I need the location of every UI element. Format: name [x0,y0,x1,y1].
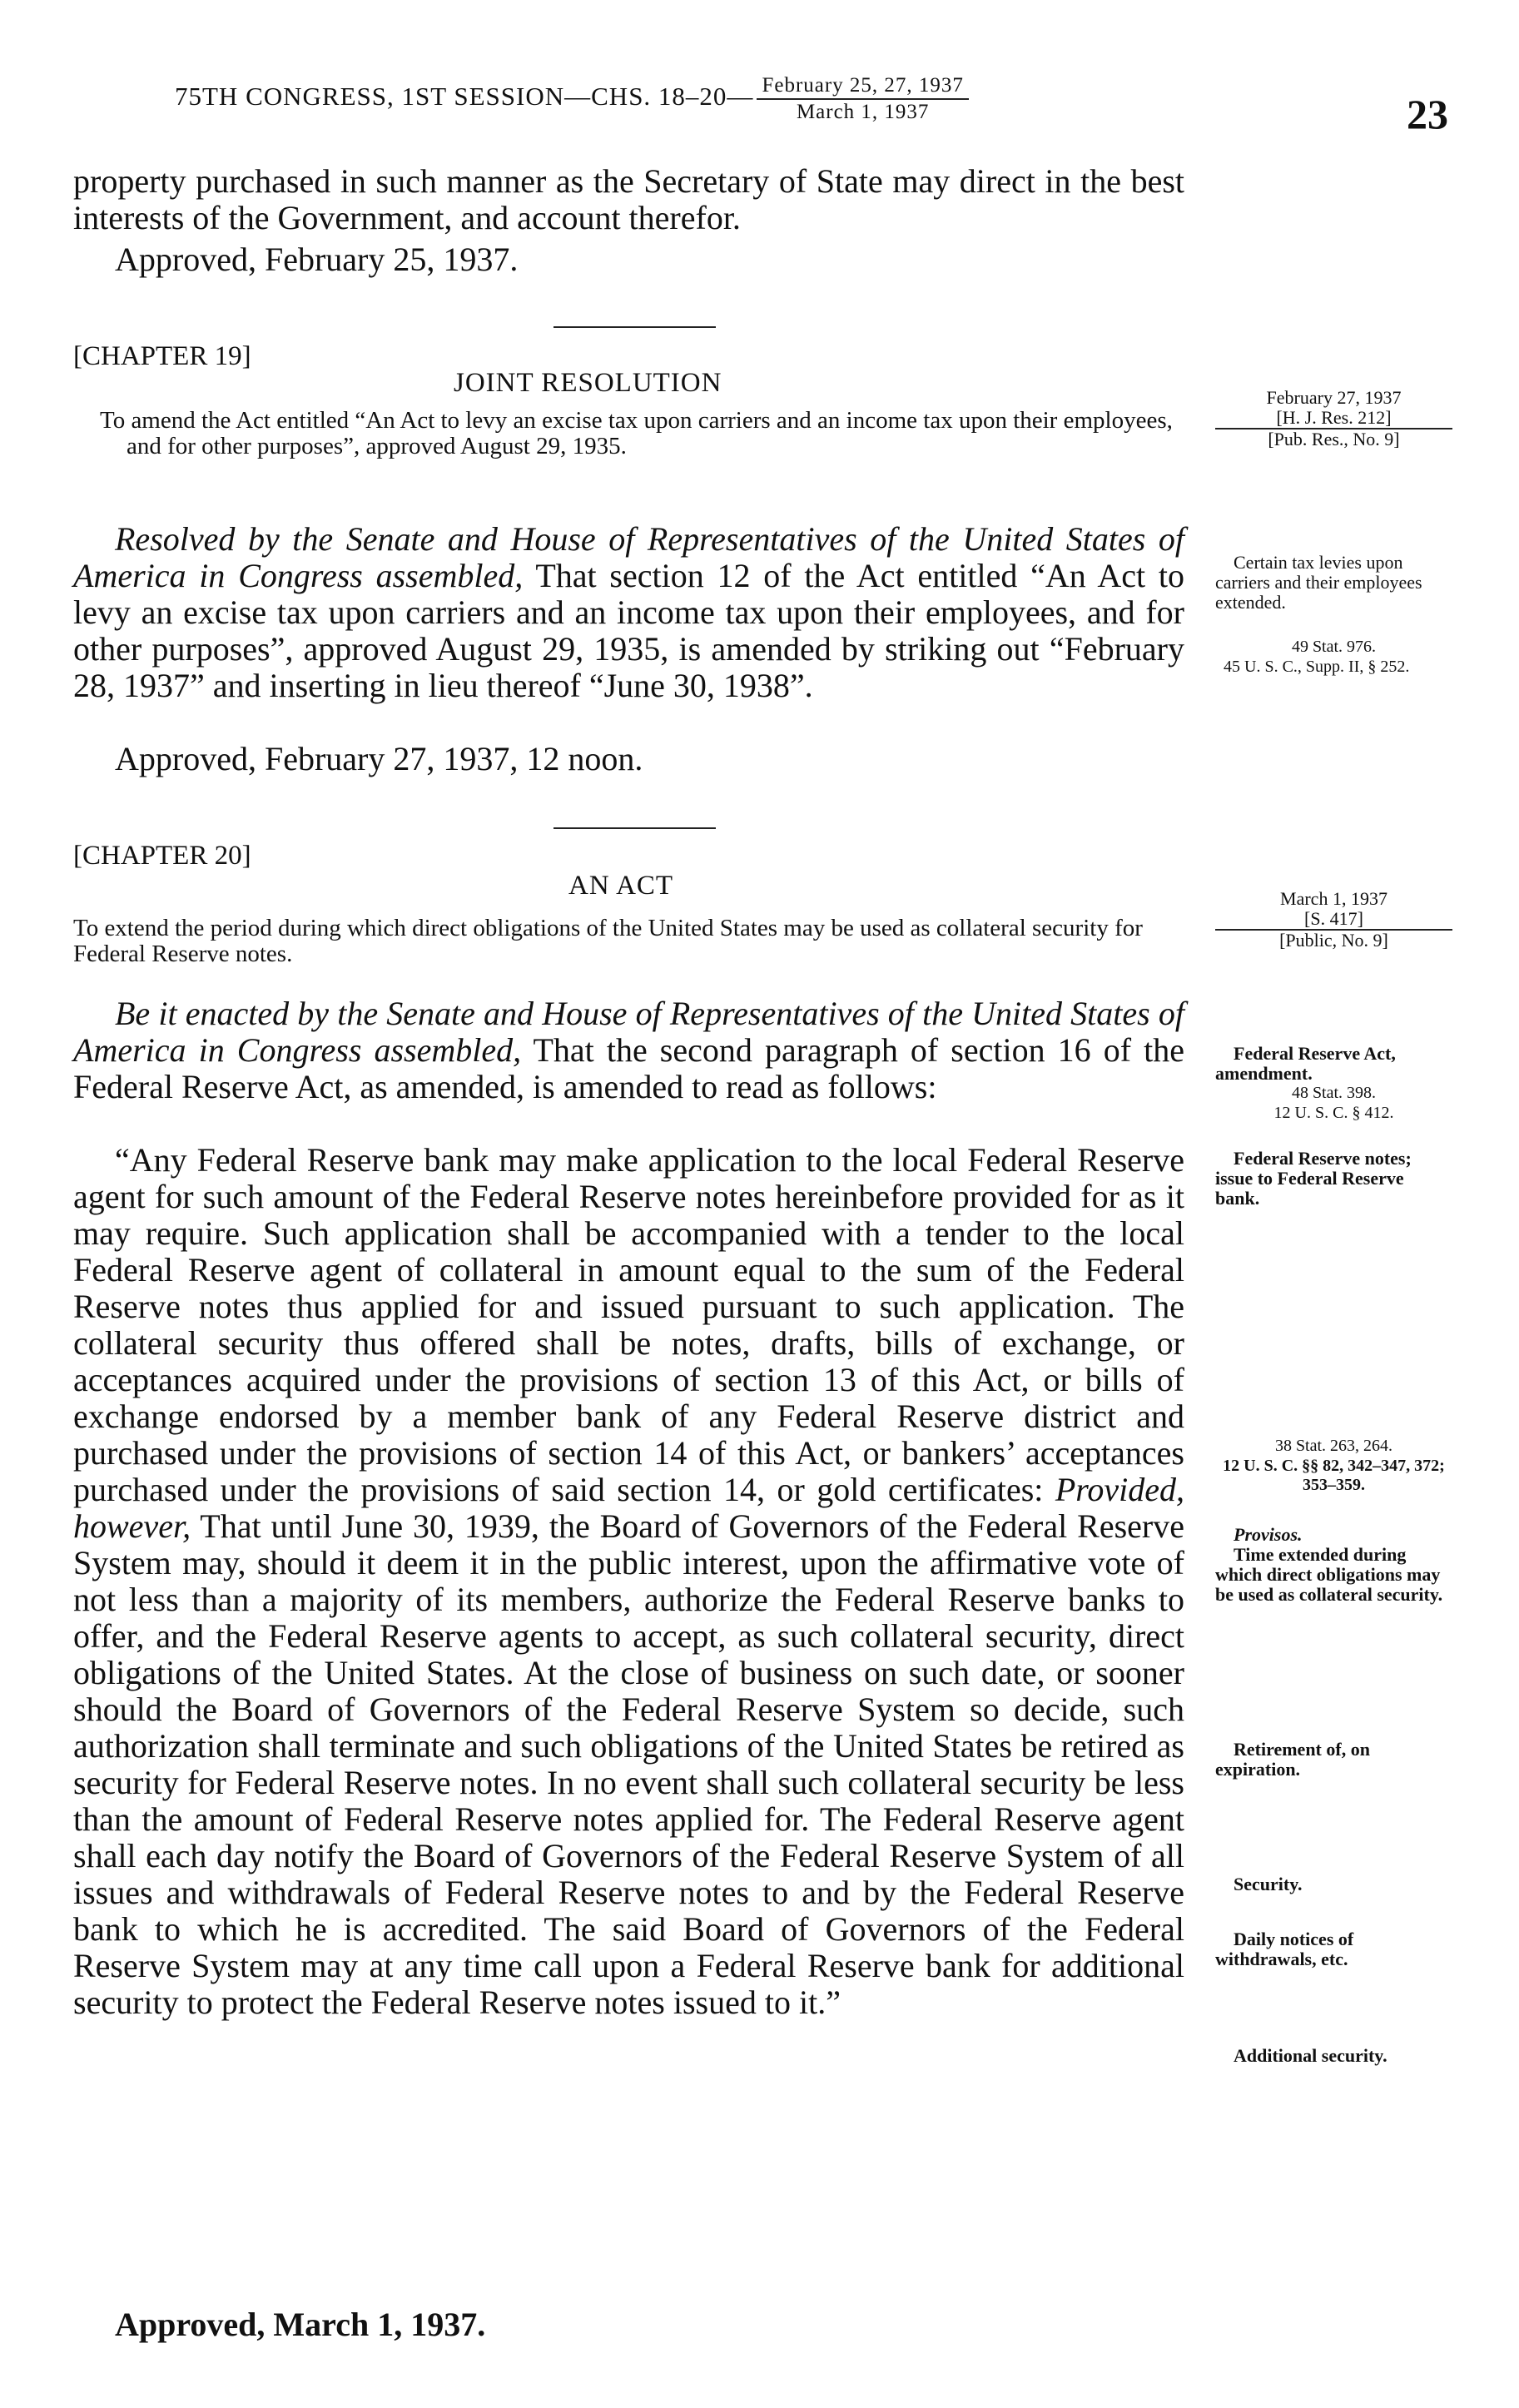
chapter-20-margin-citation [1215,889,1452,951]
margin-note-retirement: Retirement of, on expiration. [1215,1739,1370,1780]
margin-note-time-extended: Time extended during which direct obligations may be used as collateral security. [1215,1544,1443,1605]
chapter-20-quoted-section [73,1142,1184,2021]
section-divider [553,326,716,328]
margin-note-additional-security: Additional security. [1234,2045,1387,2066]
chapter-20-summary: To extend the period during which direct obligations of the United States may be used as collateral security for Federal Reserve notes. [73,915,1143,967]
chapter-20-act-type: AN ACT [568,871,674,901]
chapter-20-margin-bill: [S. 417] [1215,909,1452,931]
chapter-19-margin-ref-2: 45 U. S. C., Supp. II, § 252. [1224,658,1410,676]
header-date-numerator: February 25, 27, 1937 [757,73,969,100]
chapter-19-summary: To amend the Act entitled “An Act to levy an excise tax upon carriers and an income tax upon their employees, and for other purposes”, approved August 29, 1935. [100,407,1173,459]
header-date-denominator: March 1, 1937 [796,101,930,123]
chapter-19-margin-ref-1: 49 Stat. 976. [1291,638,1377,656]
chapter-19-margin-note: Certain tax levies upon carriers and their employees extended. [1215,552,1422,613]
chapter-20-margin-date: March 1, 1937 [1280,888,1387,909]
chapter-20-label: [CHAPTER 20] [73,841,251,871]
chapter-18-continuation: property purchased in such manner as the Secretary of State may direct in the best interests of the Government, and account therefor. [73,162,1184,236]
chapter-20-quoted-part-1: “Any Federal Reserve bank may make application to the local Federal Reserve agent for such amount of the Federal Reserve notes hereinbefore provided for as it may require. Such application shall be accompanied with a tender to the local Federal Reserve agent of collateral in amount equal to the sum of the Federal Reserve notes thus applied for and issued pursuant to such application. The collateral security thus offered shall be notes, drafts, bills of exchange, or acceptances acquired under the provisions of section 13 of this Act, or bills of exchange endorsed by a member bank of any Federal Reserve district and purchased under the provisions of section 14 of this Act, or bankers’ acceptances purchased under the provisions of said section 14, or gold certificates: [73,1141,1184,1508]
chapter-19-margin-citation [1215,388,1452,449]
chapter-19-body [73,521,1184,704]
chapter-20-margin-public-no: [Public, No. 9] [1279,930,1388,951]
chapter-19-margin-date: February 27, 1937 [1266,387,1402,408]
margin-note-security: Security. [1234,1874,1303,1894]
margin-ref-frb-2: 12 U. S. C. § 412. [1273,1104,1394,1122]
margin-note-frb-act: Federal Reserve Act, amendment. [1215,1043,1396,1084]
margin-ref-stat-1: 38 Stat. 263, 264. [1274,1437,1393,1455]
chapter-19-resolving-clause: Resolved by the Senate and House of Representatives of the United States of America in Congress assembled, [73,520,1184,594]
chapter-20-enacting-clause: Be it enacted by the Senate and House of Representatives of the United States of America in Congress assembled, [73,995,1184,1069]
running-title: 75TH CONGRESS, 1ST SESSION—CHS. 18–20— [175,82,754,112]
chapter-18-approved: Approved, February 25, 1937. [115,241,519,278]
chapter-19-label: [CHAPTER 19] [73,341,251,371]
chapter-20-enacting-body [73,995,1184,1105]
header-date-fraction [757,73,969,125]
chapter-19-approved: Approved, February 27, 1937, 12 noon. [115,740,643,777]
margin-note-notes-issue: Federal Reserve notes; issue to Federal Reserve bank. [1215,1148,1412,1209]
margin-note-daily-notices: Daily notices of withdrawals, etc. [1215,1929,1354,1969]
chapter-20-proviso-clause: Provided, however, [73,1471,1184,1545]
chapter-20-quoted-part-2: That until June 30, 1939, the Board of Governors of the Federal Reserve System may, should it deem it in the public interest, upon the affirmative vote of not less than a majority of its members, authorize the Federal Reserve banks to offer, and the Federal Reserve agents to accept, as such collateral security, direct obligations of the United States. At the close of business on such date, or sooner should the Board of Governors of the Federal Reserve System so decide, such authorization shall terminate and such obligations of the United States be retired as security for Federal Reserve notes. In no event shall such collateral security be less than the amount of Federal Reserve notes applied for. The Federal Reserve agent shall each day notify the Board of Governors of the Federal Reserve System of all issues and withdrawals of Federal Reserve notes to and by the Federal Reserve bank to which he is accredited. The said Board of Governors of the Federal Reserve System may at any time call upon a Federal Reserve bank for additional security to protect the Federal Reserve notes issued to it.” [73,1507,1184,2021]
margin-ref-frb-1: 48 Stat. 398. [1291,1084,1377,1102]
chapter-19-act-type: JOINT RESOLUTION [454,368,722,398]
margin-note-provisos: Provisos. [1234,1524,1303,1545]
chapter-19-margin-bill: [H. J. Res. 212] [1215,408,1452,429]
margin-ref-stat-2: 12 U. S. C. §§ 82, 342–347, 372; 353–359. [1223,1457,1445,1494]
running-header [175,73,969,125]
chapter-19-margin-public-no: [Pub. Res., No. 9] [1268,429,1400,449]
chapter-19-body-text: That section 12 of the Act entitled “An Act to levy an excise tax upon carriers and an income tax upon their employees, and for other purposes”, approved August 29, 1935, is amended by striking out “February 28, 1937” and inserting in lieu thereof “June 30, 1938”. [73,557,1184,704]
chapter-20-approved: Approved, March 1, 1937. [115,2306,486,2343]
chapter-20-body-intro: That the second paragraph of section 16 of the Federal Reserve Act, as amended, is amended to read as follows: [73,1031,1184,1105]
page-number: 23 [1407,91,1448,137]
section-divider [553,827,716,829]
